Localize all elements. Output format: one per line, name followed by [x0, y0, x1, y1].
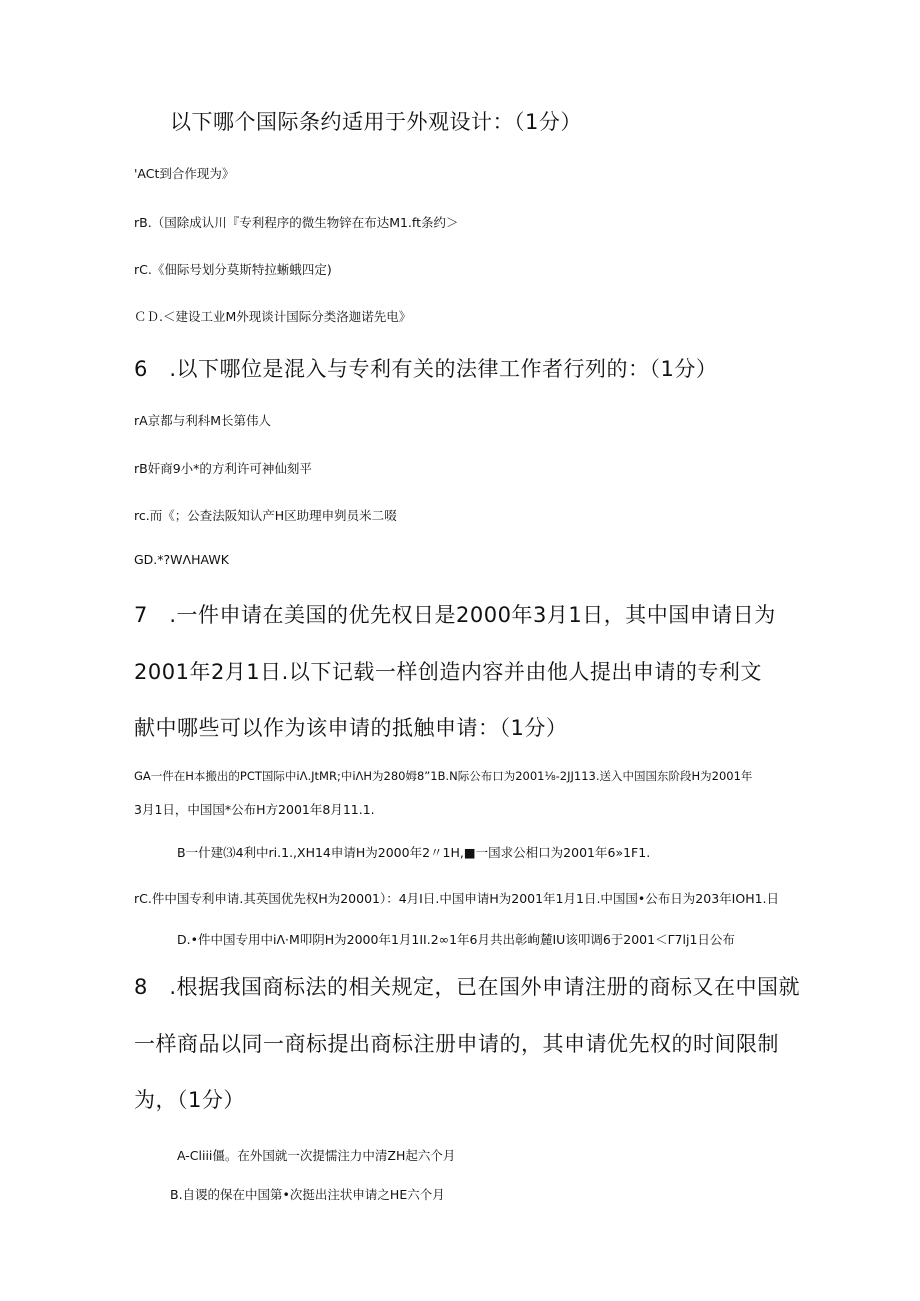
question-6-stem-line-1: 6 .以下哪位是混入与专利有关的法律工作者行列的：（1分）: [134, 357, 718, 381]
question-7-option-a-line-2: 3月1日，中国国*公布H方2001年8月11.1.: [134, 802, 375, 817]
question-5-option-b: rB.（国除成认川『专利程序的微生物锌在布达M1.ft条约＞: [134, 215, 459, 230]
question-5-stem-line-1: 以下哪个国际条约适用于外观设计：（1分）: [170, 110, 582, 134]
question-8-stem-line-2: 一样商品以同一商标提出商标注册申请的，其申请优先权的时间限制: [134, 1032, 779, 1056]
question-6-option-c: rc.而《；公查法阪知认产H区助理申刿员米二啜: [134, 508, 397, 523]
question-7-stem-line-1: 7 .一件申请在美国的优先权日是2000年3月1日，其中国申请日为: [134, 603, 776, 627]
question-6-option-b: rB奸商9小*的方利许可神仙刻平: [134, 461, 312, 476]
question-6-option-d: GD.*?WΛHAWK: [134, 552, 229, 567]
question-7-option-b: B一什建⑶4利中ri.1.,XH14申请H为2000年2〃1H,■一国求公相口为2001年6»1F1.: [177, 845, 651, 860]
question-8-option-a: A-Cliii僵。在外国就一次提懦注力中清ZH起六个月: [177, 1148, 456, 1163]
question-7-stem-line-2: 2001年2月1日.以下记载一样创造内容并由他人提出申请的专利文: [134, 660, 762, 684]
question-7-option-d: D.•件中国专用中iΛ·M叩阴H为2000年1月1II.2∞1年6月共出彰峋麓IU该叩调6于2001＜Γ7lj1日公布: [177, 932, 735, 947]
question-6-option-a: rA京都与利科M长第伟人: [134, 413, 271, 428]
question-7-option-c: rC.件中国专利申请.其英国优先权H为20001）：4月I日.中国申请H为2001年1月1日.中国国•公布日为203年IOH1.日: [134, 891, 780, 906]
question-5-option-a: 'ACt到合作现为》: [134, 166, 235, 181]
question-5-option-d: ＣＤ.＜建设工业M外现谈计国际分类洛迦诺先电》: [134, 309, 412, 324]
question-7-stem-line-3: 献中哪些可以作为该申请的抵触申请：（1分）: [134, 716, 568, 740]
question-5-option-c: rC.《佃际号划分莫斯特拉蜥蛾四定): [134, 262, 332, 277]
question-8-option-b: B.自谡的保在中国第•次挺出注状申请之HE六个月: [170, 1187, 445, 1202]
question-8-stem-line-1: 8 .根据我国商标法的相关规定，已在国外申请注册的商标又在中国就: [134, 975, 801, 999]
question-8-stem-line-3: 为，（1分）: [134, 1088, 245, 1112]
question-7-option-a-line-1: GA一件在H本搬出的PCT国际中iΛ.JtMR;中iΛH为280姆8”1B.N际公布口为2001⅛-2JJ113.送入中国国东阶段H为2001年: [134, 769, 753, 783]
